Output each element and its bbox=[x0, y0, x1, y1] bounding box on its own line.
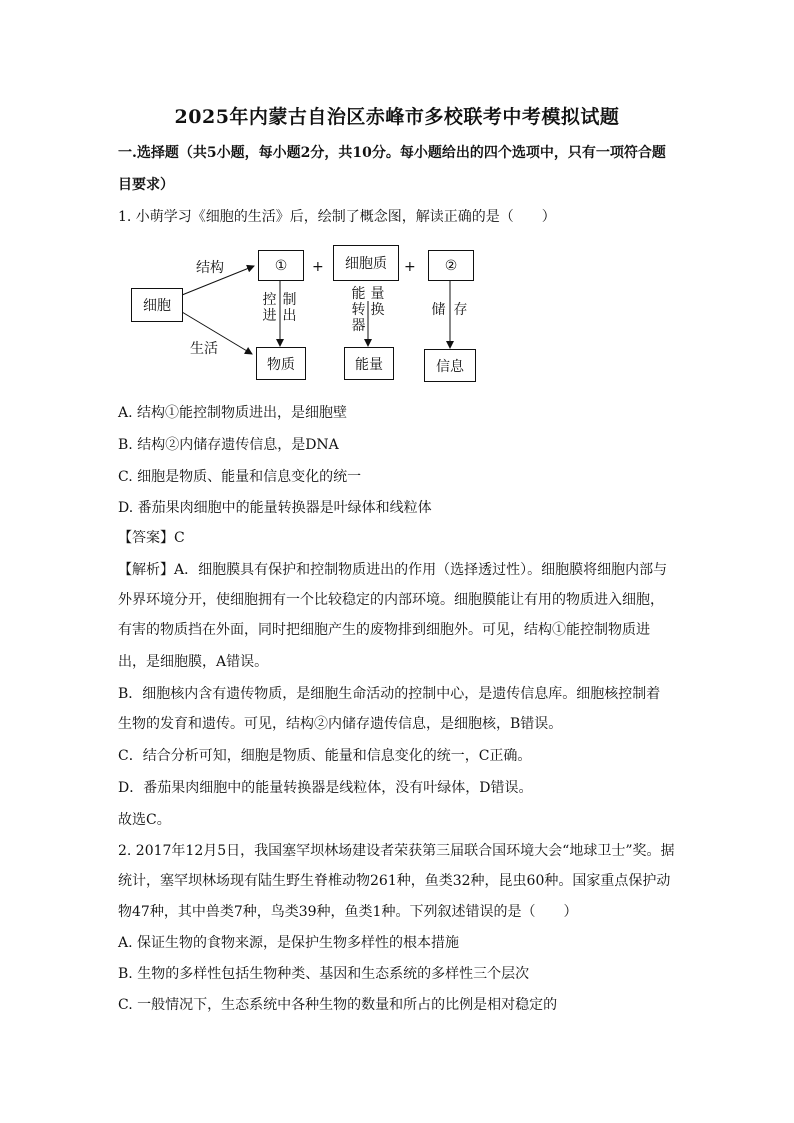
q1-analysis-line: 有害的物质挡在外面，同时把细胞产生的废物排到细胞外。可见，结构①能控制物质进 bbox=[118, 622, 650, 638]
question-1-stem: 1. 小萌学习《细胞的生活》后，绘制了概念图，解读正确的是（ ） bbox=[118, 209, 556, 225]
page-title: 2025年内蒙古自治区赤峰市多校联考中考模拟试题 bbox=[174, 106, 620, 128]
control-label-right: 制出 bbox=[282, 292, 297, 324]
life-label: 生活 bbox=[190, 341, 218, 357]
section-heading-line-1: 一.选择题（共5小题，每小题2分，共10分。每小题给出的四个选项中，只有一项符合题 bbox=[118, 145, 666, 161]
q2-stem-line: 2. 2017年12月5日，我国塞罕坝林场建设者荣获第三届联合国环境大会“地球卫士”奖。据 bbox=[118, 843, 675, 859]
section-heading-line-2: 目要求） bbox=[118, 177, 174, 193]
structure-1-box: ① bbox=[258, 250, 304, 281]
q1-analysis-line: B．细胞核内含有遗传物质，是细胞生命活动的控制中心，是遗传信息库。细胞核控制着 bbox=[118, 686, 661, 702]
cytoplasm-box: 细胞质 bbox=[333, 245, 399, 281]
q1-analysis-line: 生物的发育和遗传。可见，结构②内储存遗传信息，是细胞核，B错误。 bbox=[118, 716, 563, 732]
energy-converter-label-left: 能转器 bbox=[351, 286, 366, 334]
control-label-left: 控进 bbox=[262, 292, 277, 324]
q2-option-b[interactable]: B. 生物的多样性包括生物种类、基因和生态系统的多样性三个层次 bbox=[118, 966, 530, 982]
cell-box: 细胞 bbox=[131, 288, 183, 322]
q1-analysis-line: 外界环境分开，使细胞拥有一个比较稳定的内部环境。细胞膜能让有用的物质进入细胞， bbox=[118, 592, 664, 608]
q1-option-d[interactable]: D. 番茄果肉细胞中的能量转换器是叶绿体和线粒体 bbox=[118, 500, 432, 516]
plus-sign-1: + bbox=[312, 259, 324, 275]
q1-analysis-line: 故选C。 bbox=[118, 812, 171, 828]
energy-box: 能量 bbox=[344, 347, 394, 380]
q1-analysis-line: C．结合分析可知，细胞是物质、能量和信息变化的统一，C正确。 bbox=[118, 748, 532, 764]
matter-box: 物质 bbox=[256, 347, 306, 380]
q1-option-b[interactable]: B. 结构②内储存遗传信息，是DNA bbox=[118, 437, 339, 453]
q1-answer: 【答案】C bbox=[118, 530, 185, 546]
q2-option-a[interactable]: A. 保证生物的食物来源，是保护生物多样性的根本措施 bbox=[118, 935, 460, 951]
q2-option-c[interactable]: C. 一般情况下，生态系统中各种生物的数量和所占的比例是相对稳定的 bbox=[118, 997, 558, 1013]
structure-2-box: ② bbox=[428, 250, 474, 281]
energy-converter-label-right: 量换 bbox=[370, 286, 385, 318]
q1-option-a[interactable]: A. 结构①能控制物质进出，是细胞壁 bbox=[118, 405, 348, 421]
q1-option-c[interactable]: C. 细胞是物质、能量和信息变化的统一 bbox=[118, 469, 362, 485]
store-label-left: 储 bbox=[431, 302, 446, 318]
info-box: 信息 bbox=[424, 349, 476, 382]
q2-stem-line: 统计，塞罕坝林场现有陆生野生脊椎动物261种，鱼类32种，昆虫60种。国家重点保护动 bbox=[118, 873, 671, 889]
q1-analysis-line: 【解析】A．细胞膜具有保护和控制物质进出的作用（选择透过性）。细胞膜将细胞内部与 bbox=[118, 562, 668, 578]
plus-sign-2: + bbox=[404, 259, 416, 275]
store-label-right: 存 bbox=[453, 302, 468, 318]
q1-analysis-line: D．番茄果肉细胞中的能量转换器是线粒体，没有叶绿体，D错误。 bbox=[118, 780, 533, 796]
q2-stem-line: 物47种，其中兽类7种，鸟类39种，鱼类1种。下列叙述错误的是（ ） bbox=[118, 904, 578, 920]
q1-analysis-line: 出，是细胞膜，A错误。 bbox=[118, 654, 269, 670]
concept-diagram bbox=[118, 230, 498, 400]
structure-label: 结构 bbox=[196, 260, 224, 276]
